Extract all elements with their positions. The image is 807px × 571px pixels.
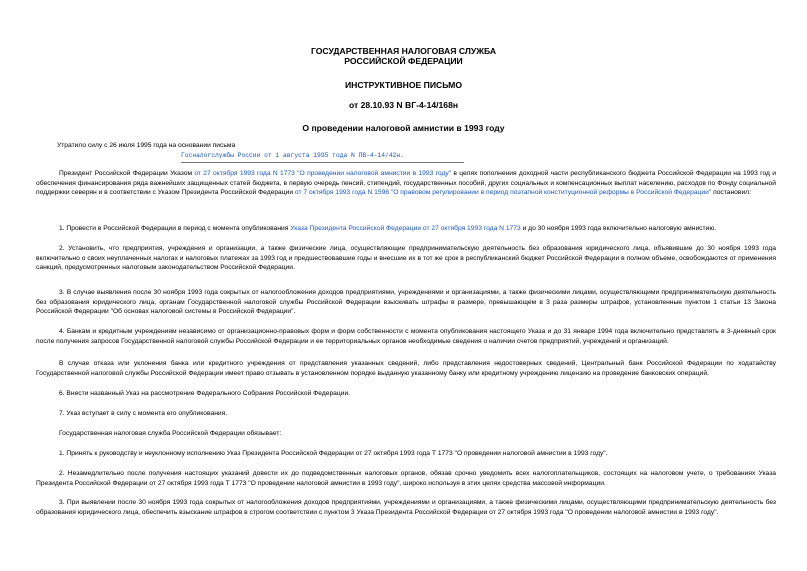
decree-1598-link[interactable]: от 7 октября 1993 года N 1598 "О правовом регулировании в период поэтапной конституционной реформы в Российской Федерации" [293, 189, 712, 197]
status-note: Утратило силу с 26 июля 1995 года на основании письма [57, 142, 236, 149]
paragraph-1 [36, 224, 776, 234]
obligation-2: 2. Незамедлительно после получения настоящих указаний довести их до подведомственных налоговых органов, обязав срочно уведомить всех налогоплательщиков, состоящих на налоговом учете, о требованиях Указа Президента Российской Федерации от 27 октября 1993 года Т 1773 "О проведении налоговой амнистии в 1993 году", широко используя в этих целях средства массовой информации. [36, 470, 776, 487]
paragraph-7: 7. Указ вступает в силу с момента его опубликования. [59, 410, 228, 417]
decree-1773-link[interactable]: от 27 октября 1993 года N 1773 "О проведении налоговой амнистии в 1993 году" [192, 170, 452, 177]
document-type: ИНСТРУКТИВНОЕ ПИСЬМО [344, 80, 463, 90]
document-number: от 28.10.93 N ВГ-4-14/168н [348, 100, 459, 110]
paragraph-1-text-2: и до 30 ноября 1993 года включительно налоговую амнистию. [520, 225, 717, 232]
paragraph-3: 3. В случае выявления после 30 ноября 1993 года сокрытых от налогообложения доходов предприятиями, учреждениями и организациями, а также физическими лицами, осуществляющими предпринимательскую деятельность без образования юридического лица, органам Государственной налоговой службы Российской Федерации взыскивать штрафы в размере, превышающем в 3 раза размеры штрафов, установленные пунктом 1 статьи 13 Закона Российской Федерации "Об основах налоговой системы в Российской Федерации". [36, 289, 776, 316]
org-name-line2: РОССИЙСКОЙ ФЕДЕРАЦИИ [344, 56, 463, 66]
intro-text-2: в целях пополнения доходной части республиканского бюджета Российской Федерации на 1993 год и обеспечения финансирования ряда важнейших защищенных статей бюджета, в первую очередь пенсий, стипендий, государственных пособий, других социальных и компенсационных выплат населению, расходов по Фонду социальной поддержки северян и в соответствии с Указом Президента Российской Федерации [36, 170, 776, 197]
paragraph-4: 4. Банкам и кредитным учреждениям независимо от организационно-правовых форм и форм собственности с момента опубликования настоящего Указа и до 31 января 1994 года включительно представлять в 3-дневный срок после получения запросов Государственной налоговой службы Российской Федерации и ее территориальных органов необходимые сведения о наличии счетов предприятий, учреждений и организаций. [36, 328, 776, 345]
paragraph-4-continued: В случае отказа или уклонения банка или кредитного учреждения от представления указанных сведений, либо представления недостоверных сведений, Центральный банк Российской Федерации по ходатайству Государственной налоговой службы Российской Федерации имеет право отзывать в установленном порядке выданную указанному банку или кредитному учреждению лицензию на проведение банковских операций. [36, 360, 776, 377]
intro-paragraph [36, 169, 776, 198]
intro-text-3: постановил: [711, 189, 751, 197]
obligation-1: 1. Принять к руководству и неуклонному исполнению Указ Президента Российской Федерации от 27 октября 1993 года Т 1773 "О проведении налоговой амнистии в 1993 году". [59, 450, 608, 457]
paragraph-1-text-1: 1. Провести в Российской Федерации в период с момента опубликования [59, 225, 291, 232]
org-name-line1: ГОСУДАРСТВЕННАЯ НАЛОГОВАЯ СЛУЖБА [310, 46, 497, 56]
decree-link[interactable]: Указа Президента Российской Федерации от 27 октября 1993 года N 1773 [290, 225, 521, 232]
document-title: О проведении налоговой амнистии в 1993 году [302, 123, 505, 133]
intro-text-1: Президент Российской Федерации Указом [59, 170, 193, 177]
obligation-heading: Государственная налоговая служба Российской Федерации обязывает: [59, 430, 282, 437]
obligation-3: 3. При выявлении после 30 ноября 1993 года сокрытых от налогообложения доходов предприятиями, учреждениями и организациями, а также физическими лицами, осуществляющими предпринимательскую деятельность без образования юридического лица, обеспечить взыскание штрафов в строгом соответствии с пунктом 3 Указа Президента Российской Федерации от 27 октября 1993 года "О проведении налоговой амнистии в 1993 году". [36, 499, 776, 516]
status-note-link[interactable]: Госналогслужбы России от 1 августа 1995 года N ПВ-4-14/42н. [181, 152, 404, 159]
divider [181, 162, 464, 163]
paragraph-6: 6. Внести названный Указ на рассмотрение Федерального Собрания Российской Федерации. [59, 390, 351, 397]
paragraph-2: 2. Установить, что предприятия, учреждения и организации, а также физические лица, осуществляющие предпринимательскую деятельность без образования юридического лица, объявившие до 30 ноября 1993 года включительно о своих неуплаченных налогах и налоговых платежах за 1993 год и предшествовавшие годы и внесшие их в тот же срок в республиканский бюджет Российской Федерации в полном объеме, освобождаются от применения санкций, предусмотренных налоговым законодательством Российской Федерации. [36, 245, 776, 272]
